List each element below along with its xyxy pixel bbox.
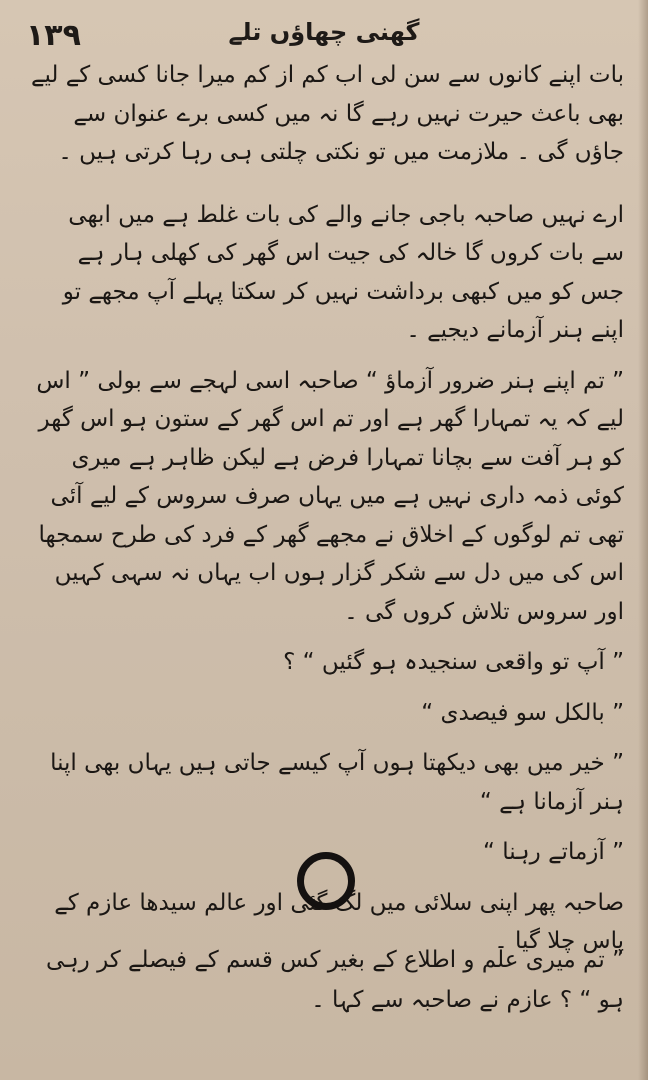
page-header <box>0 8 648 53</box>
footer-paragraph: ” تم میری علم و اطلاع کے بغیر کس قسم کے فیصلے کر رہی ہو “ ؟ عازم نے صاحبہ سے کہا ۔ <box>46 947 624 1013</box>
paragraph: صاحبہ پھر اپنی سلائی میں لگ گئی اور عالم سیدھا عازم کے پاس چلا گیا ۔ <box>54 889 624 954</box>
section-break-circle-icon <box>297 852 355 910</box>
paragraph: ” آپ تو واقعی سنجیدہ ہو گئیں “ ؟ <box>283 649 624 675</box>
paragraph: ” بالکل سو فیصدی “ <box>421 699 624 726</box>
paragraph: ارے نہیں صاحبہ باجی جانے والے کی بات غلط ہے میں ابھی سے بات کروں گا خالہ کی جیت اس گھر کی کھلی ہار ہے جس کو میں کبھی برداشت نہیں کر سکتا پہلے آپ مجھے تو اپنے ہنر آزمانے دیجیے ۔ <box>62 201 624 343</box>
paragraph: ” خیر میں بھی دیکھتا ہوں آپ کیسے جاتی ہیں یہاں بھی اپنا ہنر آزمانا ہے “ <box>50 750 624 815</box>
paragraph: ” آزماتے رہنا “ <box>483 839 624 865</box>
page-number: ۱۳۹ <box>26 18 81 53</box>
paragraph: بات اپنے کانوں سے سن لی اب کم از کم میرا جانا کسی کے لیے بھی باعث حیرت نہیں رہے گا نہ میں کسی برے عنوان سے جاؤں گی ۔ ملازمت میں تو نکتی چلتی ہی رہا کرتی ہیں ۔ <box>31 62 624 165</box>
page-edge-shadow <box>638 0 648 1080</box>
paragraph: ” تم اپنے ہنر ضرور آزماؤ “ صاحبہ اسی لہجے سے بولی ” اس لیے کہ یہ تمہارا گھر ہے اور تم اس گھر کے ستون ہو اس گھر کو ہر آفت سے بچانا تمہارا فرض ہے لیکن ظاہر ہے میری کوئی ذمہ داری نہیں ہے میں یہاں صرف سروس کے لیے آئی تھی تم لوگوں کے اخلاق نے مجھے گھر کے فرد کی طرح سمجھا اس کی میں دل سے شکر گزار ہوں اب یہاں نہ سہی کہیں اور سروس تلاش کروں گی ۔ <box>36 367 624 625</box>
body-text <box>30 56 624 973</box>
running-head: گھنی چھاؤں تلے <box>228 18 420 46</box>
